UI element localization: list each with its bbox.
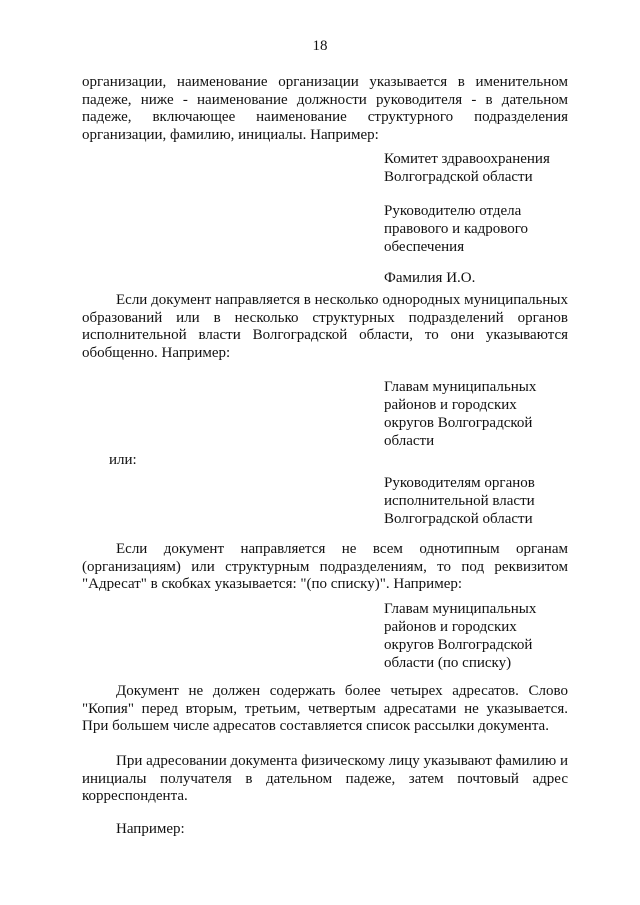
paragraph-example-label: Например:: [116, 821, 185, 837]
page-number: 18: [312, 38, 328, 54]
paragraph-org-naming: организации, наименование организации указывается в именительном падеже, ниже - наименование должности руководителя - в дательном падеже, включающее наименование структурного подразделения организации, фамилию, инициалы. Например:: [82, 74, 568, 143]
or-label: или:: [109, 452, 137, 468]
address-example-by-list: Главам муниципальных районов и городских округов Волгоградской области (по списку): [384, 601, 537, 671]
paragraph-several-addressees: Если документ направляется в несколько однородных муниципальных образований или в несколько структурных подразделений органов исполнительной власти Волгоградской области, то они указываются обобщенно. Например:: [82, 292, 568, 361]
address-example-executive-heads: Руководителям органов исполнительной власти Волгоградской области: [384, 475, 535, 527]
paragraph-max-addressees: Документ не должен содержать более четырех адресатов. Слово "Копия" перед вторым, третьим, четвертым адресатами не указывается. При большем числе адресатов составляется список рассылки документа.: [82, 683, 568, 735]
address-example-municipal-heads: Главам муниципальных районов и городских округов Волгоградской области: [384, 379, 537, 449]
address-example-name: Фамилия И.О.: [384, 270, 476, 286]
address-example-org: Комитет здравоохранения Волгоградской области: [384, 151, 550, 185]
paragraph-individual-addressee: При адресовании документа физическому лицу указывают фамилию и инициалы получателя в дательном падеже, затем почтовый адрес корреспондента.: [82, 753, 568, 805]
paragraph-by-list: Если документ направляется не всем однотипным органам (организациям) или структурным подразделениям, то под реквизитом "Адресат" в скобках указывается: "(по списку)". Например:: [82, 541, 568, 593]
address-example-position: Руководителю отдела правового и кадрового обеспечения: [384, 203, 529, 255]
